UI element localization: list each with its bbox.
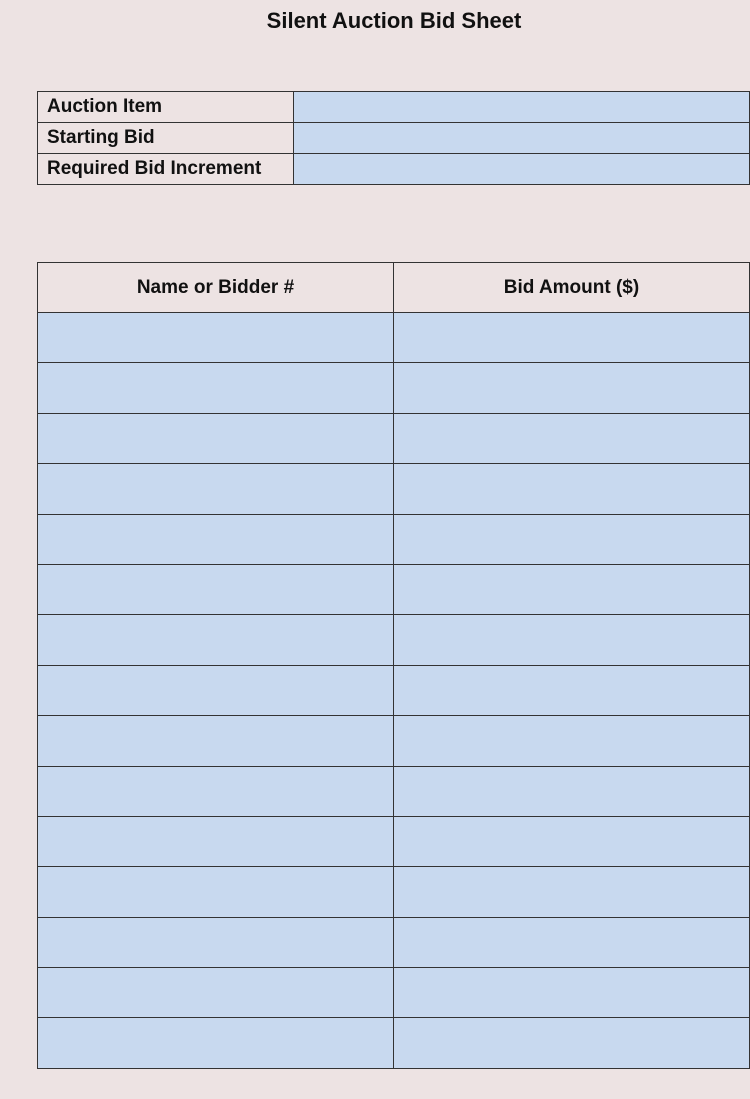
table-row — [38, 514, 750, 564]
bid-amount-cell[interactable] — [394, 917, 750, 967]
bid-amount-cell[interactable] — [394, 716, 750, 766]
bid-amount-cell[interactable] — [394, 816, 750, 866]
auction-info-table — [37, 91, 750, 185]
bid-amount-cell[interactable] — [394, 413, 750, 463]
page-title: Silent Auction Bid Sheet — [266, 8, 522, 33]
bidder-name-cell[interactable] — [38, 1018, 394, 1068]
bid-amount-cell[interactable] — [394, 968, 750, 1018]
bid-amount-cell[interactable] — [394, 615, 750, 665]
table-row — [38, 1018, 750, 1068]
bidder-name-cell[interactable] — [38, 816, 394, 866]
bid-increment-field[interactable] — [294, 154, 750, 185]
table-row — [38, 867, 750, 917]
bidder-name-cell[interactable] — [38, 464, 394, 514]
bid-table-header — [38, 263, 750, 313]
auction-item-label: Auction Item — [38, 92, 294, 123]
bid-table — [37, 262, 750, 1069]
column-header-name: Name or Bidder # — [38, 263, 394, 313]
table-row — [38, 363, 750, 413]
bid-increment-label: Required Bid Increment — [38, 154, 294, 185]
bidder-name-cell[interactable] — [38, 968, 394, 1018]
bid-amount-cell[interactable] — [394, 514, 750, 564]
bidder-name-cell[interactable] — [38, 615, 394, 665]
bidder-name-cell[interactable] — [38, 313, 394, 363]
table-row — [38, 968, 750, 1018]
table-row — [38, 564, 750, 614]
bidder-name-cell[interactable] — [38, 917, 394, 967]
starting-bid-field[interactable] — [294, 123, 750, 154]
info-row-starting-bid — [38, 123, 750, 154]
table-row — [38, 464, 750, 514]
table-row — [38, 816, 750, 866]
table-row — [38, 766, 750, 816]
table-row — [38, 413, 750, 463]
starting-bid-label: Starting Bid — [38, 123, 294, 154]
bid-amount-cell[interactable] — [394, 464, 750, 514]
table-row — [38, 665, 750, 715]
bid-amount-cell[interactable] — [394, 363, 750, 413]
auction-item-field[interactable] — [294, 92, 750, 123]
bidder-name-cell[interactable] — [38, 766, 394, 816]
bid-amount-cell[interactable] — [394, 564, 750, 614]
bid-amount-cell[interactable] — [394, 313, 750, 363]
bidder-name-cell[interactable] — [38, 867, 394, 917]
table-row — [38, 615, 750, 665]
bidder-name-cell[interactable] — [38, 564, 394, 614]
table-row — [38, 716, 750, 766]
bidder-name-cell[interactable] — [38, 716, 394, 766]
bid-amount-cell[interactable] — [394, 766, 750, 816]
table-row — [38, 917, 750, 967]
bid-amount-cell[interactable] — [394, 665, 750, 715]
bid-table-body — [38, 313, 750, 1069]
bidder-name-cell[interactable] — [38, 665, 394, 715]
info-row-bid-increment — [38, 154, 750, 185]
column-header-amount: Bid Amount ($) — [394, 263, 750, 313]
bidder-name-cell[interactable] — [38, 363, 394, 413]
info-row-auction-item — [38, 92, 750, 123]
table-row — [38, 313, 750, 363]
bidder-name-cell[interactable] — [38, 514, 394, 564]
bidder-name-cell[interactable] — [38, 413, 394, 463]
bid-amount-cell[interactable] — [394, 1018, 750, 1068]
bid-amount-cell[interactable] — [394, 867, 750, 917]
